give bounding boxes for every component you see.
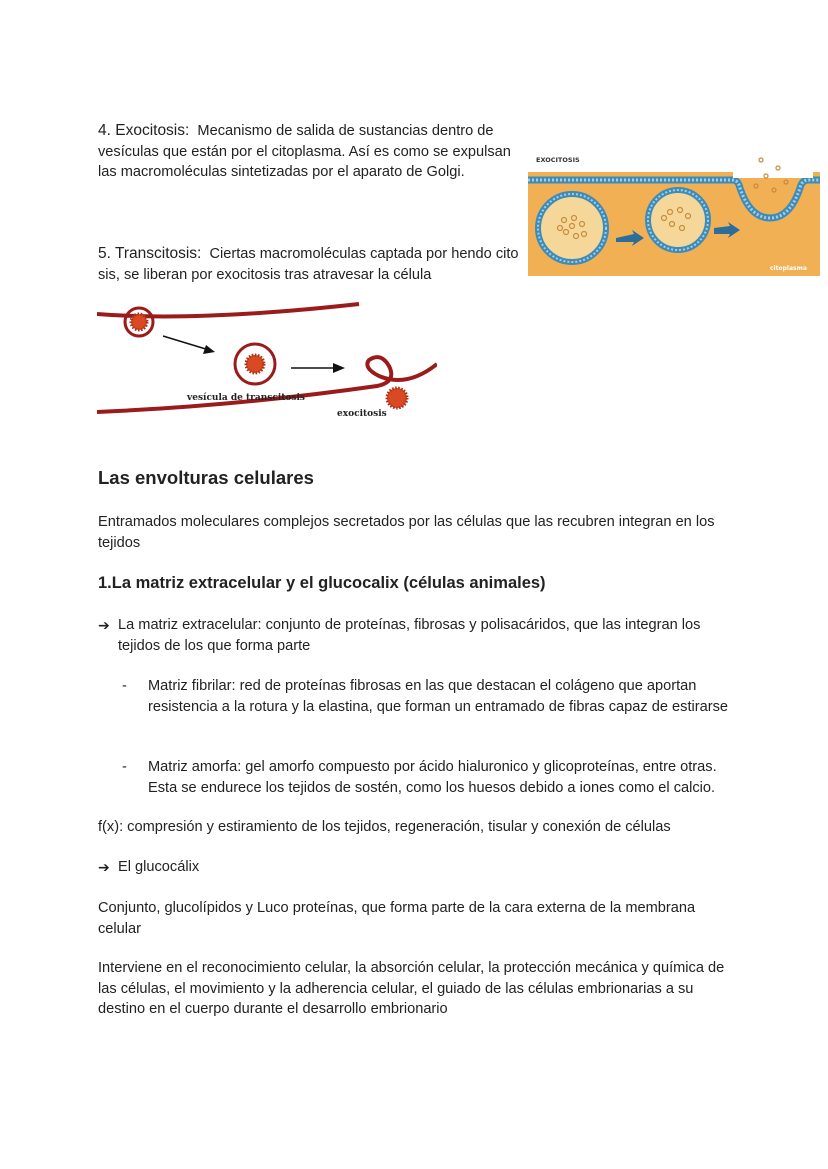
glucocalix-paragraph-1: Conjunto, glucolípidos y Luco proteínas, que forma parte de la cara externa de la membrana celular xyxy=(98,900,696,937)
arrow-bullet-icon: ➔ xyxy=(98,859,110,875)
function-line: f(x): compresión y estiramiento de los tejidos, regeneración, tisular y conexión de células xyxy=(98,819,671,835)
bullet-glucocalix-text: El glucocálix xyxy=(118,859,200,875)
bullet-matriz-text: La matriz extracelular: conjunto de proteínas, fibrosas y polisacáridos, que las integran los tejidos de los que forma parte xyxy=(118,617,701,654)
dash-marker: - xyxy=(122,759,127,775)
exocitosis-heading: 4. Exocitosis: xyxy=(98,122,190,139)
sub-item-amorfa-text: Matriz amorfa: gel amorfo compuesto por ácido hialuronico y glicoproteínas, entre otras. Esta se endurece los tejidos de sostén, como los huesos debido a iones como el calcio. xyxy=(148,759,717,796)
vesicle-released xyxy=(387,388,407,408)
section-subtitle: 1.La matriz extracelular y el glucocalix (células animales) xyxy=(98,574,546,592)
transcitosis-figure xyxy=(97,302,437,420)
arrow-bullet-icon: ➔ xyxy=(98,617,110,633)
exocitosis-figure xyxy=(528,148,820,276)
vesicle-middle xyxy=(235,344,275,384)
sub-item-fibrilar xyxy=(122,676,732,717)
vesicle-top xyxy=(125,308,153,336)
section-title: Las envolturas celulares xyxy=(98,467,314,488)
bullet-glucocalix xyxy=(98,857,738,878)
exocitosis-figure-title: EXOCITOSIS xyxy=(536,156,580,164)
transcitosis-text: Ciertas macromoléculas captada por hendo cito sis, se liberan por exocitosis tras atravesar la célula xyxy=(98,246,519,283)
sub-item-amorfa xyxy=(122,757,732,798)
transcitosis-label-vesicle: vesícula de transcitosis xyxy=(187,393,305,403)
glucocalix-paragraph-2: Interviene en el reconocimiento celular, la absorción celular, la protección mecánica y química de las células, el movimiento y la adherencia celular, el guiado de las células embrionarias a su destino en el cuerpo durante el desarrollo embrionario xyxy=(98,960,725,1017)
bullet-matriz xyxy=(98,615,738,656)
exocitosis-text: Mecanismo de salida de sustancias dentro de vesículas que están por el citoplasma. Así es como se expulsan las macromoléculas sintetizadas por el aparato de Golgi. xyxy=(98,123,511,180)
exocitosis-paragraph xyxy=(98,121,523,183)
transcitosis-label-exo: exocitosis xyxy=(337,409,387,419)
transcitosis-heading: 5. Transcitosis: xyxy=(98,245,202,262)
sub-item-fibrilar-text: Matriz fibrilar: red de proteínas fibrosas en las que destacan el colágeno que aportan resistencia a la rotura y la elastina, que forman un entramado de fibras capaz de estirarse xyxy=(148,678,729,715)
dash-marker: - xyxy=(122,678,127,694)
transcitosis-paragraph xyxy=(98,244,523,285)
section-intro: Entramados moleculares complejos secretados por las células que las recubren integran en los tejidos xyxy=(98,514,715,551)
exocitosis-figure-caption: citoplasma xyxy=(770,265,807,272)
